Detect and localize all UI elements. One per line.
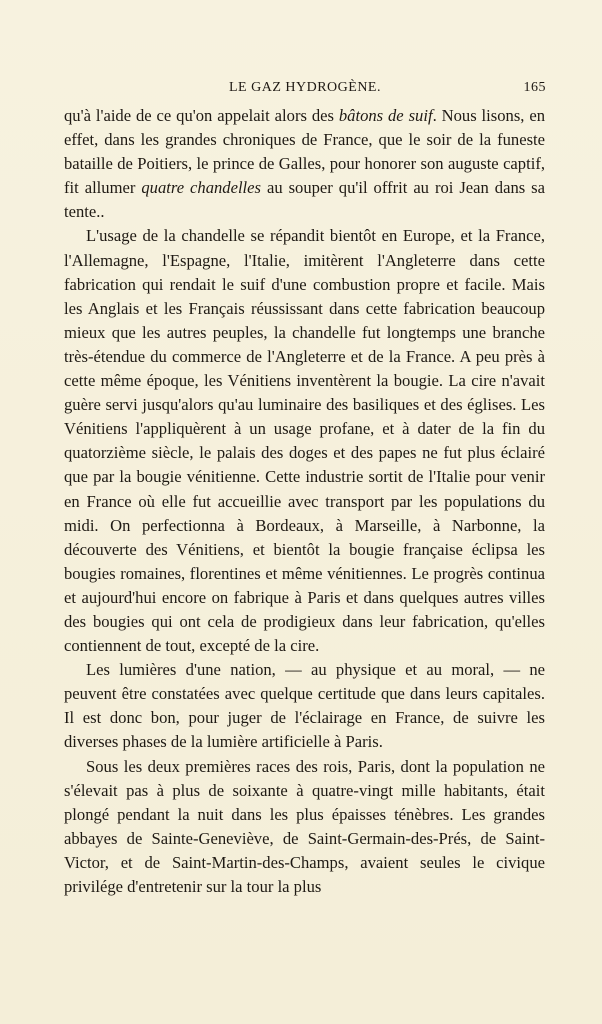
text-run: . Nous lisons, en effet, dans les grandes chroniques de France, que le soir de la funeste bataille de Poitiers, le prince de Galles, pour honorer son auguste captif, fit allumer — [64, 106, 545, 198]
paragraph — [64, 224, 545, 658]
text-run-italic: bâtons de suif — [338, 106, 433, 125]
text-run-italic: quatre chandelles — [141, 178, 261, 198]
text-run: au souper qu'il offrit au roi Jean dans sa tente.. — [64, 178, 545, 222]
running-header — [64, 80, 546, 100]
text-run: qu'à l'aide de ce qu'on appelait alors des — [64, 106, 339, 125]
paragraph — [64, 104, 545, 224]
text-run: Les lumières d'une nation, — au physique et au moral, — ne peuvent être constatées avec quelque certitude que dans leurs capitales. Il est donc bon, pour juger de l'éclairage en France, de suivre les diverses phases de la lumière artificielle à Paris. — [64, 660, 545, 752]
text-run: Sous les deux premières races des rois, Paris, dont la population ne s'élevait pas à plus de soixante à quatre-vingt mille habitants, était plongé pendant la nuit dans les plus épaisses ténèbres. Les grandes abbayes de Sainte-Geneviève, de Saint-Germain-des-Prés, de Saint-Victor, et de Saint-Martin-des-Champs, avaient seules le civique privilége d'entretenir sur la tour la plus — [64, 756, 545, 896]
running-title: LE GAZ HYDROGÈNE. — [229, 80, 381, 95]
page-number: 165 — [523, 80, 546, 95]
paragraph — [64, 658, 545, 754]
paragraph — [64, 755, 545, 900]
body-text — [64, 104, 545, 899]
text-run: L'usage de la chandelle se répandit bientôt en Europe, et la France, l'Allemagne, l'Espagne, l'Italie, imitèrent l'Angleterre dans cette fabrication qui rendait le suif d'une combustion propre et facile. Mais les Anglais et les Français réussissant dans cette fabrication beaucoup mieux que les autres peuples, la chandelle fut longtemps une branche très-étendue du commerce de l'Angleterre et de la France. A peu près à cette même époque, les Vénitiens inventèrent la bougie. La cire n'avait guère servi jusqu'alors qu'au luminaire des basiliques et des églises. Les Vénitiens l'appliquèrent à un usage profane, et à dater de la fin du quatorzième siècle, le palais des doges et des papes ne fut plus éclairé que par la bougie vénitienne. Cette industrie sortit de l'Italie pour venir en France où elle fut accueillie avec transport par les populations du midi. On perfectionna à Bordeaux, à Marseille, à Narbonne, la découverte des Vénitiens, et bientôt la bougie française éclipsa les bougies romaines, florentines et même vénitiennes. Le progrès continua et aujourd'hui encore on fabrique à Paris et dans quelques autres villes des bougies qui ont cela de prodigieux dans leur fabrication, qu'elles contiennent de tout, excepté de la cire. — [64, 226, 545, 656]
